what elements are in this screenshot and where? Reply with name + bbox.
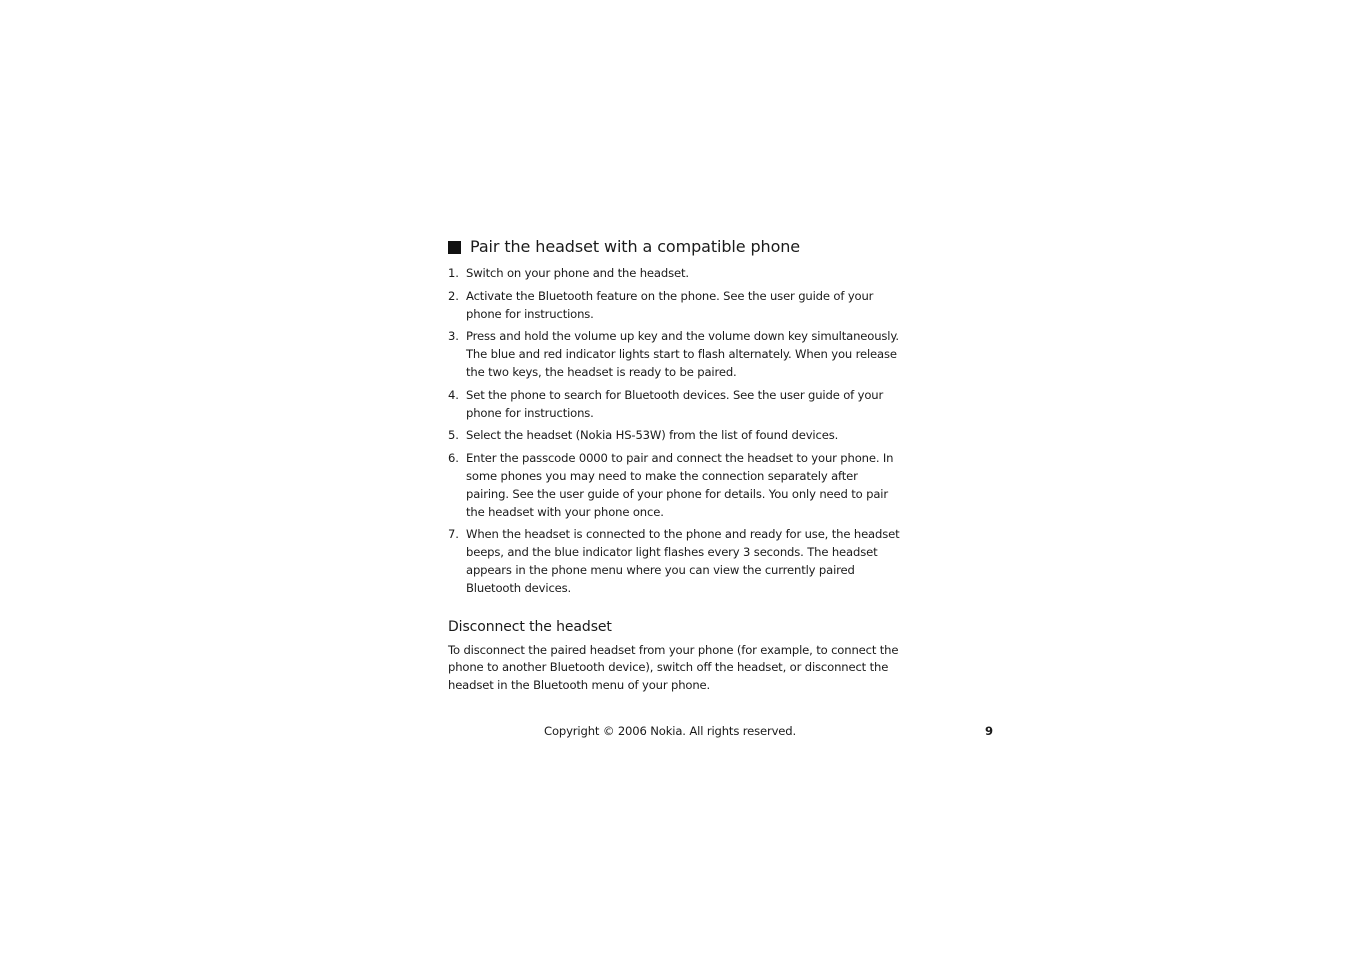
list-item	[448, 427, 904, 445]
step-text: Press and hold the volume up key and the volume down key simultaneously. The blue and red indicator lights start to flash alternately. When you release the two keys, the headset is ready to be paired.	[466, 329, 899, 379]
square-bullet-icon	[448, 241, 461, 254]
step-number: 3.	[448, 329, 459, 344]
step-text: Enter the passcode 0000 to pair and connect the headset to your phone. In some phones you may need to make the connection separately after pairing. See the user guide of your phone for details. You only need to pair the headset with your phone once.	[466, 451, 894, 519]
pairing-steps-list	[448, 265, 904, 598]
step-text: Activate the Bluetooth feature on the phone. See the user guide of your phone for instructions.	[466, 288, 874, 321]
list-item	[448, 288, 904, 324]
list-item	[448, 387, 904, 423]
step-text: When the headset is connected to the phone and ready for use, the headset beeps, and the blue indicator light flashes every 3 seconds. The headset appears in the phone menu where you can view the currently paired Bluetooth devices.	[466, 527, 900, 595]
step-number: 6.	[448, 451, 459, 466]
step-number: 1.	[448, 266, 459, 280]
step-text: Switch on your phone and the headset.	[466, 266, 689, 280]
step-number: 2.	[448, 288, 459, 303]
step-number: 5.	[448, 428, 459, 443]
list-item	[448, 328, 904, 381]
list-item	[448, 450, 904, 521]
document-page	[448, 236, 904, 695]
section-title-text: Pair the headset with a compatible phone	[470, 237, 801, 256]
step-text: Set the phone to search for Bluetooth devices. See the user guide of your phone for instructions.	[466, 387, 884, 420]
copyright-notice: Copyright © 2006 Nokia. All rights reserved.	[544, 724, 797, 738]
disconnect-heading: Disconnect the headset	[448, 618, 612, 635]
list-item	[448, 526, 904, 597]
step-number: 7.	[448, 527, 459, 542]
list-item	[448, 265, 904, 283]
step-number: 4.	[448, 387, 459, 402]
page-number: 9	[985, 724, 994, 738]
step-text: Select the headset (Nokia HS-53W) from the list of found devices.	[466, 428, 839, 443]
section-title	[448, 236, 904, 258]
disconnect-body: To disconnect the paired headset from your phone (for example, to connect the phone to another Bluetooth device), switch off the headset, or disconnect the headset in the Bluetooth menu of your phone.	[448, 642, 899, 693]
